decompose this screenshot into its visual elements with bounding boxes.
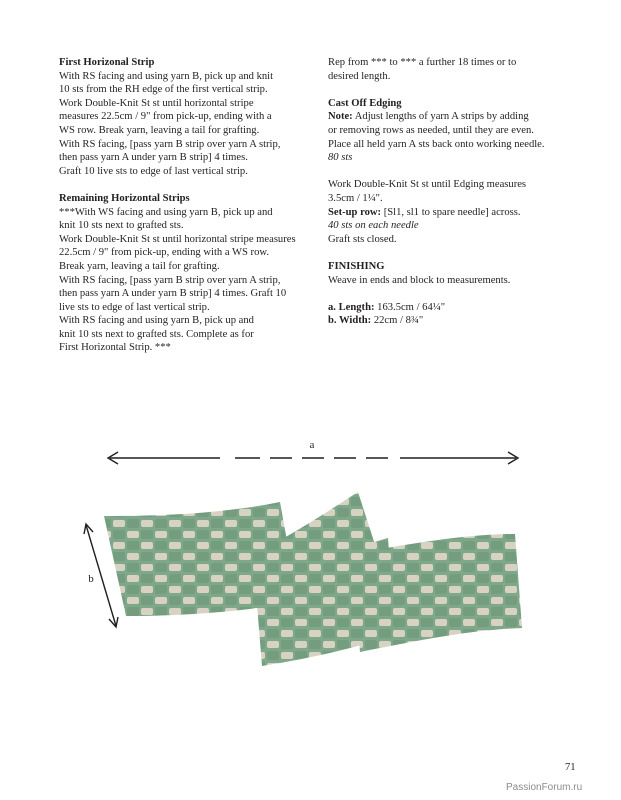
instruction-line: Work Double-Knit St st until horizontal stripe measures: [59, 233, 296, 245]
instruction-line: knit 10 sts next to grafted sts. Complete as for: [59, 328, 254, 340]
instruction-line: Graft 10 live sts to edge of last vertical strip.: [59, 165, 248, 177]
note-label: Note:: [328, 111, 353, 123]
setup-row-text: [Sl1, sl1 to spare needle] across.: [381, 206, 521, 218]
dimension-a: [108, 439, 518, 464]
instruction-line: With RS facing and using yarn B, pick up and: [59, 315, 254, 327]
instruction-line: measures 22.5cm / 9" from pick-up, ending with a: [59, 111, 272, 123]
scarf-left-panel: [104, 502, 298, 616]
instruction-line: or removing rows as needed, until they are even.: [328, 124, 534, 136]
remaining-strips-heading: Remaining Horizontal Strips: [59, 192, 190, 204]
instruction-line: then pass yarn A under yarn B strip] 4 times. Graft 10: [59, 288, 287, 300]
length-measurement: [328, 301, 568, 315]
instruction-line: Place all held yarn A sts back onto working needle.: [328, 138, 545, 150]
first-strip-section: [59, 56, 307, 178]
instruction-line: then pass yarn A under yarn B strip] 4 times.: [59, 152, 248, 164]
right-column: [328, 56, 568, 328]
instruction-line: Break yarn, leaving a tail for grafting.: [59, 260, 220, 272]
note-line: [328, 110, 568, 124]
instruction-line: live sts to edge of last vertical strip.: [59, 301, 210, 313]
page-number: 71: [565, 762, 576, 773]
cast-off-section: [328, 97, 568, 247]
scarf-schematic: [0, 430, 621, 690]
instruction-line: knit 10 sts next to grafted sts.: [59, 220, 184, 232]
dimension-a-label: a: [309, 439, 315, 451]
instruction-line: Work Double-Knit St st until Edging measures: [328, 179, 527, 191]
note-text: Adjust lengths of yarn A strips by adding: [352, 111, 529, 123]
measurements-section: [328, 301, 568, 328]
length-value: 163.5cm / 64¼": [374, 301, 446, 313]
width-measurement: [328, 314, 568, 328]
repeat-section: [328, 56, 568, 83]
instruction-line: First Horizontal Strip. ***: [59, 342, 171, 354]
instruction-line: ***With WS facing and using yarn B, pick up and: [59, 206, 273, 218]
width-label: b. Width:: [328, 315, 372, 327]
instruction-line: Graft sts closed.: [328, 233, 397, 245]
instruction-line: 3.5cm / 1¼".: [328, 192, 383, 204]
instruction-line: Weave in ends and block to measurements.: [328, 274, 511, 286]
watermark: PassionForum.ru: [506, 782, 583, 793]
instruction-line: Rep from *** to *** a further 18 times or to: [328, 57, 517, 68]
instruction-line: 10 sts from the RH edge of the first vertical strip.: [59, 84, 268, 96]
instruction-line: With RS facing, [pass yarn B strip over yarn A strip,: [59, 138, 281, 150]
stitch-count: 40 sts on each needle: [328, 220, 419, 232]
remaining-strips-section: [59, 192, 307, 355]
length-label: a. Length:: [328, 301, 375, 313]
finishing-heading: FINISHING: [328, 260, 385, 272]
instruction-line: Work Double-Knit St st until horizontal stripe: [59, 97, 254, 109]
finishing-section: [328, 260, 568, 287]
scarf-photo: [104, 492, 522, 666]
cast-off-heading: Cast Off Edging: [328, 97, 402, 109]
instruction-line: 22.5cm / 9" from pick-up, ending with a WS row.: [59, 247, 269, 259]
width-value: 22cm / 8¾": [371, 315, 424, 327]
dimension-b-label: b: [88, 573, 94, 585]
first-strip-heading: First Horizonal Strip: [59, 57, 155, 68]
setup-row-line: [328, 206, 568, 220]
left-column: [59, 56, 307, 355]
instruction-line: WS row. Break yarn, leaving a tail for grafting.: [59, 124, 260, 136]
setup-row-label: Set-up row:: [328, 206, 382, 218]
instruction-line: With RS facing and using yarn B, pick up and knit: [59, 70, 274, 82]
instruction-line: With RS facing, [pass yarn B strip over yarn A strip,: [59, 274, 281, 286]
stitch-count: 80 sts: [328, 152, 353, 164]
instruction-line: desired length.: [328, 70, 391, 82]
